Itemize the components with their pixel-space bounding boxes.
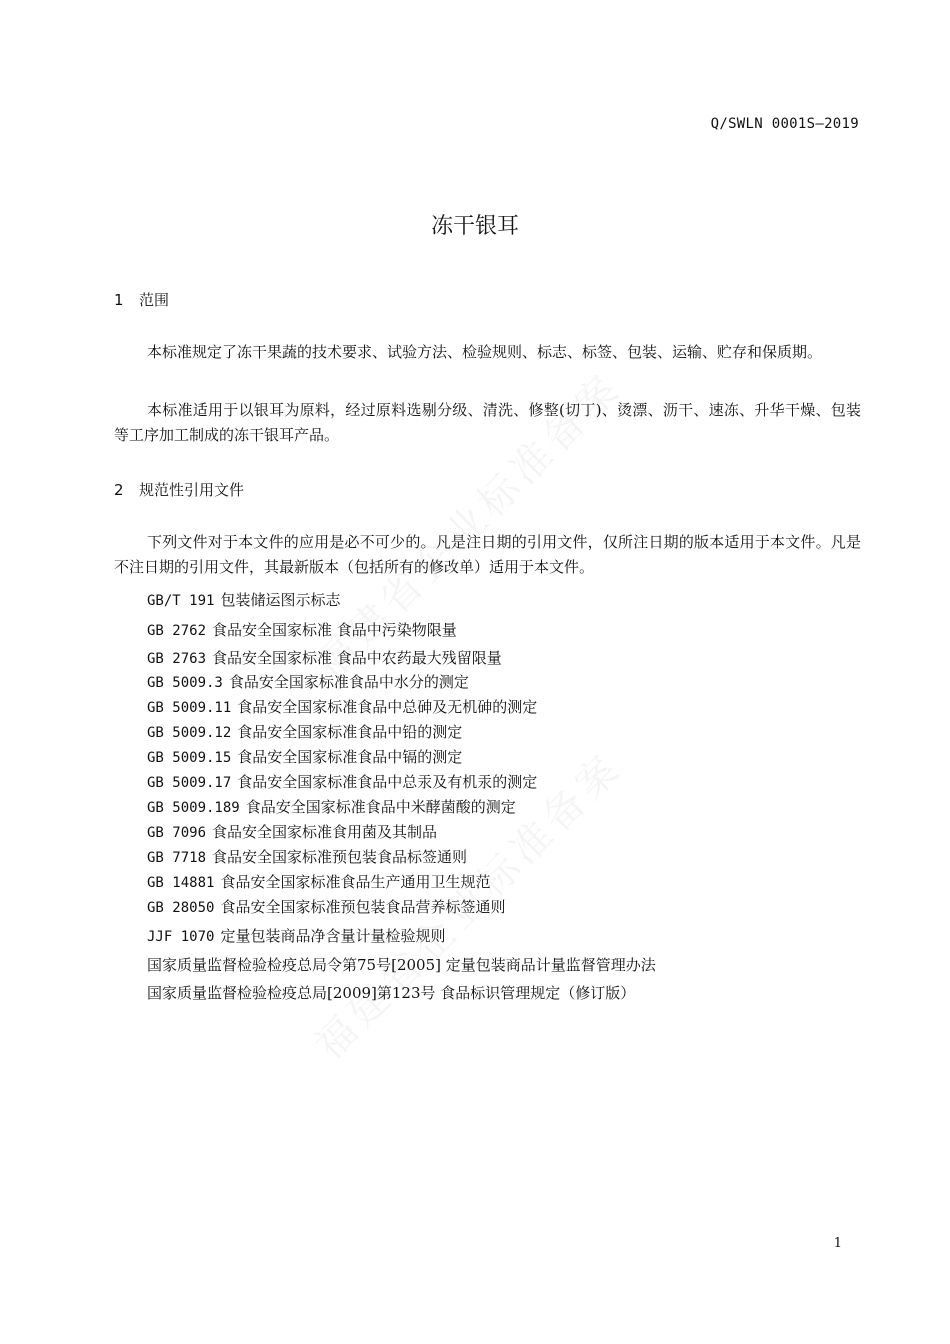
reference-item: [147, 589, 340, 610]
paragraph: 下列文件对于本文件的应用是必不可少的。凡是注日期的引用文件，仅所注日期的版本适用于本文件。凡是不注日期的引用文件，其最新版本（包括所有的修改单）适用于本文件。: [114, 533, 861, 576]
reference-item: [147, 796, 516, 817]
reference-item: [147, 696, 537, 717]
reference-name: 包装储运图示标志: [220, 591, 341, 609]
reference-item: [147, 896, 505, 917]
reference-name: 国家质量监督检验检疫总局[2009]第123号 食品标识管理规定（修订版）: [147, 984, 636, 1002]
reference-code: GB 7718: [147, 850, 207, 866]
reference-item: [147, 647, 502, 668]
reference-name: 食品安全国家标准预包装食品标签通则: [212, 848, 468, 866]
reference-name: 食品安全国家标准 食品中农药最大残留限量: [212, 649, 502, 667]
reference-item: [147, 771, 537, 792]
standard-number: Q/SWLN 0001S—2019: [710, 116, 859, 132]
reference-item: [147, 671, 469, 692]
document-title: 冻干银耳: [430, 214, 519, 239]
reference-name: 食品安全国家标准食品中总砷及无机砷的测定: [237, 698, 538, 716]
reference-name: 食品安全国家标准食品中米酵菌酸的测定: [245, 798, 516, 816]
section-heading: [114, 289, 169, 310]
reference-code: GB 5009.189: [147, 800, 240, 816]
reference-item: [147, 619, 457, 640]
reference-code: GB 7096: [147, 825, 207, 841]
reference-code: GB 5009.15: [147, 750, 232, 766]
reference-name: 食品安全国家标准食品中总汞及有机汞的测定: [237, 773, 538, 791]
reference-name: 食品安全国家标准食品中铅的测定: [237, 723, 463, 741]
reference-code: GB 2763: [147, 651, 207, 667]
reference-item: [147, 746, 462, 767]
reference-item: [147, 954, 656, 975]
reference-name: 食品安全国家标准 食品中污染物限量: [212, 621, 457, 639]
reference-code: GB 2762: [147, 623, 207, 639]
reference-name: 定量包装商品净含量计量检验规则: [220, 927, 446, 945]
reference-code: GB 5009.12: [147, 725, 232, 741]
reference-name: 国家质量监督检验检疫总局令第75号[2005] 定量包装商品计量监督管理办法: [147, 956, 656, 974]
reference-item: [147, 846, 467, 867]
reference-item: [147, 925, 445, 946]
reference-name: 食品安全国家标准食用菌及其制品: [212, 823, 438, 841]
reference-code: GB 5009.11: [147, 700, 232, 716]
reference-item: [147, 721, 462, 742]
reference-code: GB/T 191: [147, 593, 215, 609]
page-number: 1: [833, 1236, 842, 1251]
reference-item: [147, 821, 437, 842]
paragraph: 本标准适用于以银耳为原料，经过原料选剔分级、清洗、修整(切丁)、烫漂、沥干、速冻、升华干燥、包装等工序加工制成的冻干银耳产品。: [114, 401, 861, 444]
reference-name: 食品安全国家标准食品中镉的测定: [237, 748, 463, 766]
reference-code: GB 14881: [147, 875, 215, 891]
section-title: 规范性引用文件: [139, 481, 245, 499]
reference-code: GB 28050: [147, 900, 215, 916]
reference-name: 食品安全国家标准食品中水分的测定: [228, 673, 469, 691]
section-number: 1: [114, 291, 124, 309]
section-title: 范围: [139, 291, 170, 309]
reference-name: 食品安全国家标准预包装食品营养标签通则: [220, 898, 506, 916]
reference-code: GB 5009.17: [147, 775, 232, 791]
reference-item: [147, 871, 490, 892]
reference-code: GB 5009.3: [147, 675, 223, 691]
section-number: 2: [114, 481, 124, 499]
reference-item: [147, 982, 635, 1003]
section-heading: [114, 479, 244, 500]
reference-code: JJF 1070: [147, 929, 215, 945]
paragraph: 本标准规定了冻干果蔬的技术要求、试验方法、检验规则、标志、标签、包装、运输、贮存和保质期。: [147, 343, 823, 361]
reference-name: 食品安全国家标准食品生产通用卫生规范: [220, 873, 491, 891]
